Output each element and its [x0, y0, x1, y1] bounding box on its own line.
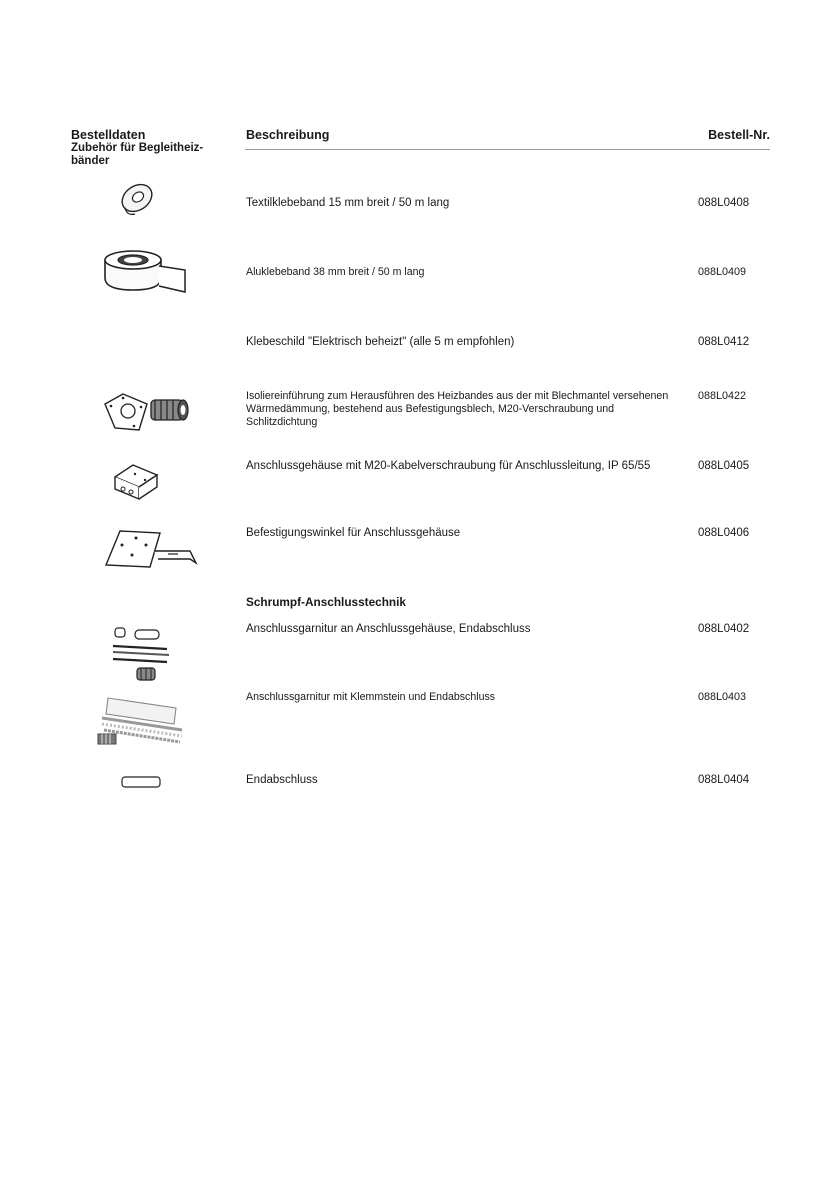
tape-roll-icon [113, 180, 159, 220]
aluminium-tape-roll-icon [101, 248, 193, 298]
item-description: Anschlussgehäuse mit M20-Kabelverschraubung für Anschlussleitung, IP 65/55 [246, 460, 651, 472]
section-title: Bestelldaten [71, 128, 146, 142]
item-order-number: 088L0406 [698, 527, 750, 539]
item-order-number: 088L0403 [698, 691, 747, 703]
side-title-block [71, 128, 221, 168]
section-heading: Schrumpf-Anschlusstechnik [246, 595, 406, 609]
item-description: Endabschluss [246, 774, 318, 786]
item-description: Klebeschild "Elektrisch beheizt" (alle 5 m empfohlen) [246, 336, 515, 348]
item-description: Anschlussgarnitur an Anschlussgehäuse, Endabschluss [246, 623, 531, 635]
item-description: Aluklebeband 38 mm breit / 50 m lang [246, 266, 425, 278]
item-order-number: 088L0412 [698, 336, 750, 348]
mounting-bracket-icon [102, 523, 200, 571]
item-order-number: 088L0422 [698, 390, 747, 402]
column-header-order-number: Bestell-Nr. [708, 128, 770, 142]
item-order-number: 088L0409 [698, 266, 747, 278]
header-divider [245, 149, 770, 150]
entry-plate-gland-icon [103, 390, 191, 436]
end-cap-icon [120, 775, 164, 789]
item-description: Textilklebeband 15 mm breit / 50 m lang [246, 197, 450, 209]
section-subtitle: Zubehör für Begleitheiz-bänder [71, 142, 204, 167]
item-description: Isoliereinführung zum Herausführen des Heizbandes aus der mit Blechmantel versehenen Wärmedämmung, bestehend aus Befestigungsblech, M20-Verschraubung und Schlitzdichtung [246, 390, 669, 428]
item-order-number: 088L0405 [698, 460, 750, 472]
item-order-number: 088L0408 [698, 197, 750, 209]
junction-box-icon [111, 457, 161, 503]
item-order-number: 088L0404 [698, 774, 750, 786]
connection-kit-terminal-icon [96, 690, 188, 756]
item-order-number: 088L0402 [698, 623, 750, 635]
item-description: Anschlussgarnitur mit Klemmstein und Endabschluss [246, 691, 496, 703]
item-description: Befestigungswinkel für Anschlussgehäuse [246, 527, 461, 539]
column-header-description: Beschreibung [246, 128, 330, 142]
connection-kit-icon [111, 624, 173, 684]
